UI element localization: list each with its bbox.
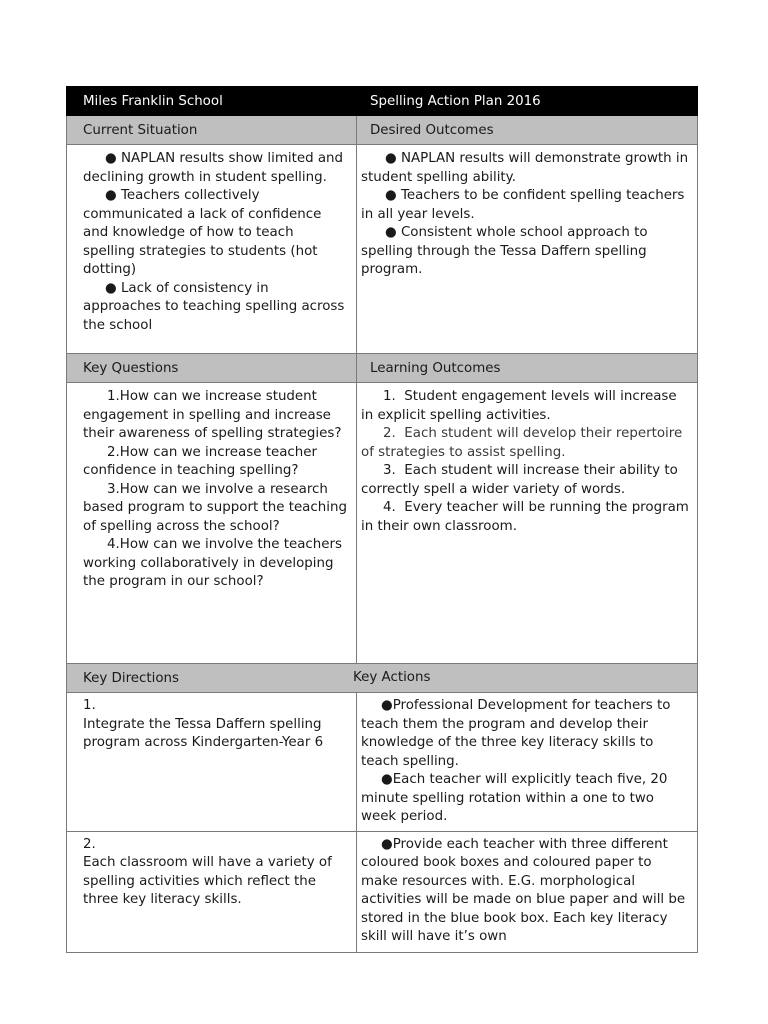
situation-item: ● NAPLAN results show limited and declining growth in student spelling. [83, 151, 344, 185]
action-plan-table [66, 86, 698, 953]
direction-text: Integrate the Tessa Daffern spelling program across Kindergarten-Year 6 [83, 716, 324, 750]
learning-outcome-item: 2. Each student will develop their repertoire of strategies to assist spelling. [361, 426, 683, 460]
learning-outcome-item: 1. Student engagement levels will increase in explicit spelling activities. [361, 389, 677, 423]
direction-row-2 [67, 831, 698, 952]
questions-content-row [67, 383, 698, 664]
situation-item: ● Teachers collectively communicated a lack of confidence and knowledge of how to teach spelling strategies to students (hot dotting) [83, 188, 322, 277]
desired-outcomes-heading: Desired Outcomes [370, 122, 494, 138]
key-actions-heading: Key Actions [353, 670, 431, 685]
question-item: 1.How can we increase student engagement in spelling and increase their awareness of spelling strategies? [83, 389, 342, 441]
learning-outcomes-cell [357, 383, 698, 664]
action-plan-document [66, 86, 697, 953]
key-directions-heading: Key Directions [83, 670, 180, 686]
actions-cell [357, 831, 698, 952]
current-situation-cell [67, 145, 357, 354]
outcome-item: ● Consistent whole school approach to spelling through the Tessa Daffern spelling program. [361, 225, 648, 277]
action-item: ●Each teacher will explicitly teach five, 20 minute spelling rotation within a one to two week period. [361, 772, 668, 824]
direction-cell [67, 693, 357, 832]
section-row-questions [67, 354, 698, 383]
learning-outcome-item: 3. Each student will increase their ability to correctly spell a wider variety of words. [361, 463, 678, 497]
action-item: ●Provide each teacher with three different coloured book boxes and coloured paper to make resources with. E.G. morphological activities will be made on blue paper and will be stored in the blue book box. Each key literacy skill will have it’s own [361, 836, 686, 944]
situation-item: ● Lack of consistency in approaches to teaching spelling across the school [83, 280, 345, 333]
header-row [67, 87, 698, 116]
direction-text: Each classroom will have a variety of spelling activities which reflect the three key literacy skills. [83, 855, 332, 907]
learning-outcomes-heading: Learning Outcomes [370, 360, 501, 376]
outcome-item: ● NAPLAN results will demonstrate growth in student spelling ability. [361, 151, 689, 185]
section-row-directions [67, 664, 698, 693]
direction-number: 2. [83, 836, 96, 852]
outcome-item: ● Teachers to be confident spelling teachers in all year levels. [361, 188, 685, 222]
school-name: Miles Franklin School [83, 93, 223, 109]
direction-cell [67, 831, 357, 952]
question-item: 2.How can we increase teacher confidence in teaching spelling? [83, 444, 318, 478]
situation-content-row [67, 145, 698, 354]
key-questions-heading: Key Questions [83, 360, 179, 376]
header-school-cell [67, 87, 357, 116]
action-item: ●Professional Development for teachers to teach them the program and develop their knowledge of the three key literacy skills to teach spelling. [361, 698, 671, 769]
section-row-situation [67, 116, 698, 145]
learning-outcome-item: 4. Every teacher will be running the program in their own classroom. [361, 500, 689, 534]
header-title-cell [357, 87, 698, 116]
direction-number: 1. [83, 698, 96, 713]
desired-outcomes-cell [357, 145, 698, 354]
key-questions-cell [67, 383, 357, 664]
current-situation-heading: Current Situation [83, 122, 198, 138]
direction-row-1 [67, 693, 698, 832]
question-item: 4.How can we involve the teachers working collaboratively in developing the program in our school? [83, 537, 342, 589]
question-item: 3.How can we involve a research based program to support the teaching of spelling across the school? [83, 481, 347, 534]
plan-title: Spelling Action Plan 2016 [370, 93, 541, 109]
actions-cell [357, 693, 698, 832]
